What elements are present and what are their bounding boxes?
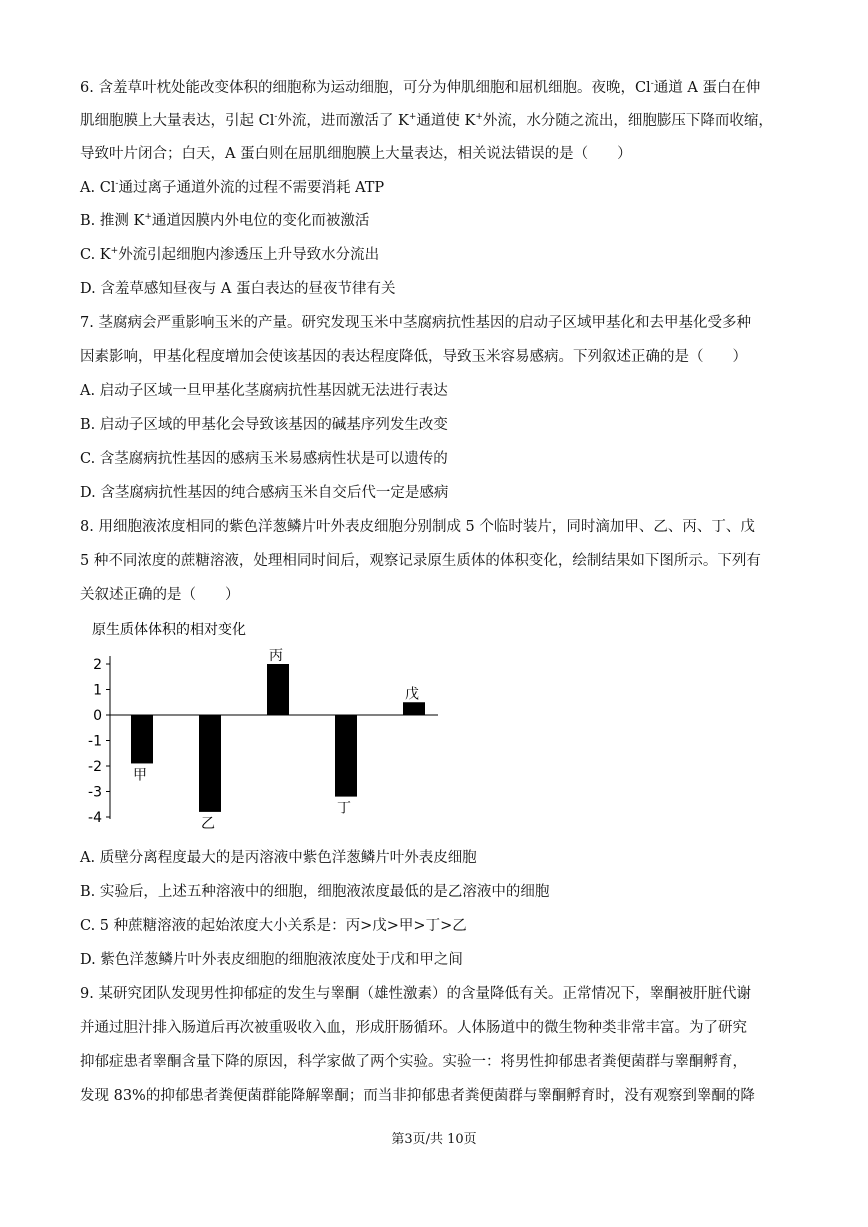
q9-stem-line4: 发现 83%的抑郁患者粪便菌群能降解睾酮；而当非抑郁患者粪便菌群与睾酮孵育时，没有观察到睾酮的降 <box>80 1088 755 1104</box>
q8-stem-line2: 5 种不同浓度的蔗糖溶液，处理相同时间后，观察记录原生质体的体积变化，绘制结果如下图所示。下列有 <box>80 553 761 569</box>
q6-option-d: D. 含羞草感知昼夜与 A 蛋白表达的昼夜节律有关 <box>80 281 396 297</box>
q9-stem-line3: 抑郁症患者睾酮含量下降的原因，科学家做了两个实验。实验一：将男性抑郁患者粪便菌群与睾酮孵育， <box>80 1054 747 1070</box>
q6-stem-line2: 肌细胞膜上大量表达，引起 Cl-外流，进而激活了 K+通道使 K+外流，水分随之流出，细胞膨压下降而收缩， <box>80 112 773 129</box>
bar-丁 <box>335 715 357 797</box>
q9-stem-line1: 9. 某研究团队发现男性抑郁症的发生与睾酮（雄性激素）的含量降低有关。正常情况下，睾酮被肝脏代谢 <box>80 986 751 1002</box>
y-tick-label: -1 <box>88 733 102 750</box>
q8-option-a: A. 质壁分离程度最大的是丙溶液中紫色洋葱鳞片叶外表皮细胞 <box>80 850 477 866</box>
y-tick-label: 0 <box>93 708 102 724</box>
q6-option-a: A. Cl-通过离子通道外流的过程不需要消耗 ATP <box>80 179 385 196</box>
q8-stem-line3: 关叙述正确的是（ ） <box>80 587 240 603</box>
bar-label: 戊 <box>405 686 419 703</box>
bar-乙 <box>199 715 221 812</box>
bar-label: 丁 <box>337 800 351 817</box>
q9-stem-line2: 并通过胆汁排入肠道后再次被重吸收入血，形成肝肠循环。人体肠道中的微生物种类非常丰富。为了研究 <box>80 1020 747 1036</box>
bar-甲 <box>131 715 153 763</box>
y-tick-label: 1 <box>93 682 102 699</box>
q8-option-b: B. 实验后，上述五种溶液中的细胞，细胞液浓度最低的是乙溶液中的细胞 <box>80 884 550 900</box>
q7-stem-line2: 因素影响，甲基化程度增加会使该基因的表达程度降低，导致玉米容易感病。下列叙述正确的是（ ） <box>80 349 747 365</box>
q8-stem-line1: 8. 用细胞液浓度相同的紫色洋葱鳞片叶外表皮细胞分别制成 5 个临时装片，同时滴加甲、乙、丙、丁、戊 <box>80 519 755 535</box>
q6-stem-line3: 导致叶片闭合；白天，A 蛋白则在屈肌细胞膜上大量表达，相关说法错误的是（ ） <box>80 146 632 162</box>
y-tick-label: -4 <box>88 810 102 826</box>
q6-option-c: C. K+外流引起细胞内渗透压上升导致水分流出 <box>80 246 380 263</box>
y-tick-label: -2 <box>88 759 102 775</box>
q7-option-d: D. 含茎腐病抗性基因的纯合感病玉米自交后代一定是感病 <box>80 485 449 501</box>
q6-option-b: B. 推测 K+通道因膜内外电位的变化而被激活 <box>80 212 370 229</box>
q7-option-b: B. 启动子区域的甲基化会导致该基因的碱基序列发生改变 <box>80 417 448 433</box>
bar-label: 丙 <box>269 648 283 664</box>
bar-label: 乙 <box>201 815 215 832</box>
q6-stem-line1: 6. 含羞草叶枕处能改变体积的细胞称为运动细胞，可分为伸肌细胞和屈机细胞。夜晚，Cl-通道 A 蛋白在伸 <box>80 79 761 96</box>
page-footer: 第3页/共 10页 <box>391 1132 477 1147</box>
y-tick-label: 2 <box>93 657 102 673</box>
bar-chart <box>78 618 458 838</box>
q7-stem-line1: 7. 茎腐病会严重影响玉米的产量。研究发现玉米中茎腐病抗性基因的启动子区域甲基化和去甲基化受多种 <box>80 315 751 331</box>
chart-title: 原生质体体积的相对变化 <box>92 622 246 638</box>
q8-option-d: D. 紫色洋葱鳞片叶外表皮细胞的细胞液浓度处于戊和甲之间 <box>80 952 463 968</box>
q7-option-a: A. 启动子区域一旦甲基化茎腐病抗性基因就无法进行表达 <box>80 383 448 399</box>
y-tick-labels <box>88 657 110 826</box>
bar-戊 <box>403 702 425 715</box>
bars <box>131 664 425 812</box>
q8-option-c: C. 5 种蔗糖溶液的起始浓度大小关系是：丙>戊>甲>丁>乙 <box>80 918 467 934</box>
bar-label: 甲 <box>133 767 147 784</box>
bar-丙 <box>267 664 289 715</box>
y-tick-label: -3 <box>88 784 102 801</box>
q7-option-c: C. 含茎腐病抗性基因的感病玉米易感病性状是可以遗传的 <box>80 451 448 467</box>
